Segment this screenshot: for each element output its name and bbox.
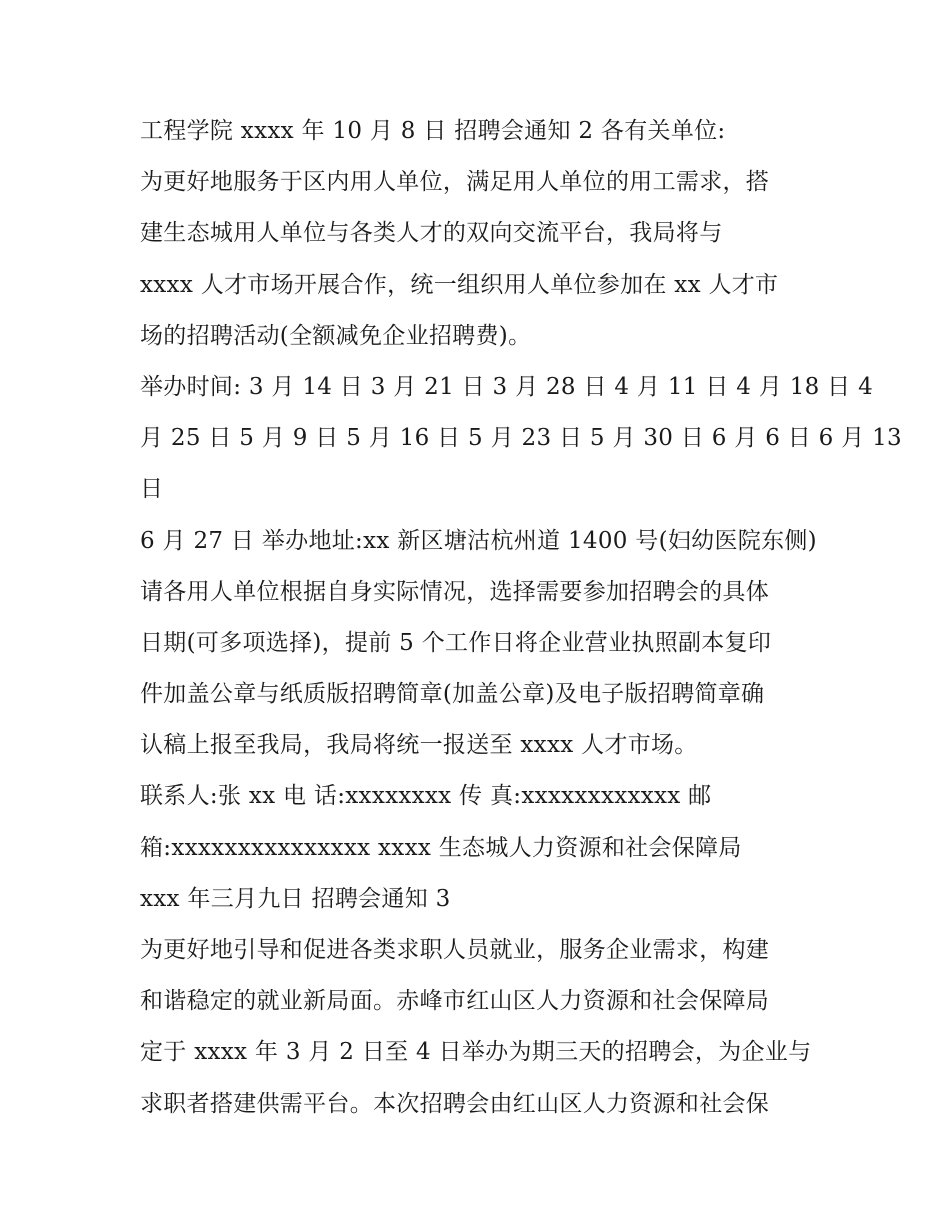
text-line: 件加盖公章与纸质版招聘简章(加盖公章)及电子版招聘简章确 xyxy=(140,681,765,708)
text-line: 和谐稳定的就业新局面。赤峰市红山区人力资源和社会保障局 xyxy=(140,988,770,1015)
text-line: 日 xyxy=(140,476,164,503)
text-line: 场的招聘活动(全额减免企业招聘费)。 xyxy=(140,322,532,349)
text-line: xxx 年三月九日 招聘会通知 3 xyxy=(140,885,451,912)
text-line: 箱:xxxxxxxxxxxxxxx xxxx 生态城人力资源和社会保障局 xyxy=(140,834,742,861)
text-line: 为更好地引导和促进各类求职人员就业，服务企业需求，构建 xyxy=(140,937,770,963)
text-line: xxxx 人才市场开展合作，统一组织用人单位参加在 xx 人才市 xyxy=(140,271,779,298)
text-line: 月 25 日 5 月 9 日 5 月 16 日 5 月 23 日 5 月 30 日 6 月 6 日 6 月 13 xyxy=(140,425,902,452)
document-body xyxy=(140,106,902,1130)
text-line: 求职者搭建供需平台。本次招聘会由红山区人力资源和社会保 xyxy=(140,1090,770,1117)
text-line: 联系人:张 xx 电 话:xxxxxxxx 传 真:xxxxxxxxxxxx 邮 xyxy=(140,783,712,810)
text-line: 建生态城用人单位与各类人才的双向交流平台，我局将与 xyxy=(140,220,723,247)
text-line: 定于 xxxx 年 3 月 2 日至 4 日举办为期三天的招聘会，为企业与 xyxy=(140,1039,812,1066)
text-line: 举办时间: 3 月 14 日 3 月 21 日 3 月 28 日 4 月 11 日 4 月 18 日 4 xyxy=(140,373,874,400)
text-line: 请各用人单位根据自身实际情况，选择需要参加招聘会的具体 xyxy=(140,578,770,605)
text-line: 认稿上报至我局，我局将统一报送至 xxxx 人才市场。 xyxy=(140,732,698,759)
text-line: 日期(可多项选择)，提前 5 个工作日将企业营业执照副本复印 xyxy=(140,629,772,656)
text-line: 工程学院 xxxx 年 10 月 8 日 招聘会通知 2 各有关单位: xyxy=(140,118,726,144)
text-line: 6 月 27 日 举办地址:xx 新区塘沽杭州道 1400 号(妇幼医院东侧) xyxy=(140,527,817,554)
text-line: 为更好地服务于区内用人单位，满足用人单位的用工需求，搭 xyxy=(140,169,770,196)
